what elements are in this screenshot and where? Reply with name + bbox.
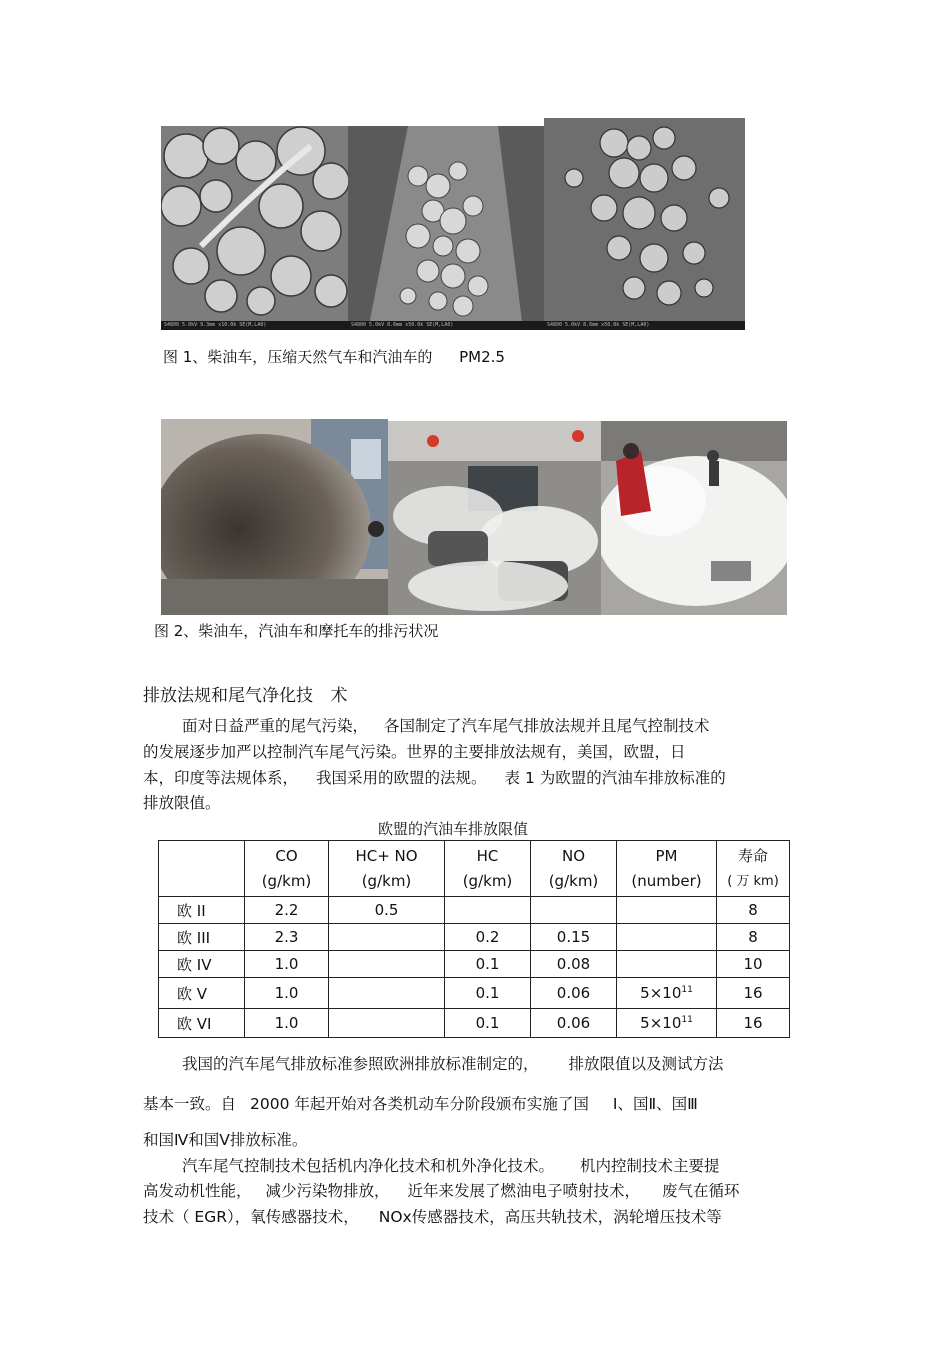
para3-line2-d: 废气在循环 bbox=[662, 1182, 740, 1200]
para1-line1 bbox=[182, 713, 710, 740]
diesel-particles-graphic bbox=[161, 126, 348, 330]
cng-sem-image bbox=[348, 126, 544, 330]
pm-base: 5×10 bbox=[640, 1014, 682, 1032]
cell-hcno: 0.5 bbox=[329, 897, 445, 924]
table-row bbox=[159, 951, 790, 978]
para3-line1 bbox=[182, 1153, 720, 1180]
para2-line3: 和国Ⅳ和国Ⅴ排放标准。 bbox=[143, 1131, 308, 1149]
cell-co: 1.0 bbox=[245, 978, 329, 1009]
section-heading-tail: 术 bbox=[330, 686, 348, 706]
para2-line2-c: Ⅰ、国Ⅱ、国Ⅲ bbox=[612, 1095, 698, 1113]
cell-life: 8 bbox=[717, 897, 790, 924]
figure2-caption: 图 2、柴油车，汽油车和摩托车的排污状况 bbox=[154, 622, 439, 640]
cng-particles-graphic bbox=[348, 126, 544, 330]
header-pm-top: PM bbox=[655, 846, 678, 865]
cell-life: 10 bbox=[717, 951, 790, 978]
header-no-unit: (g/km) bbox=[548, 871, 599, 890]
cell-pm bbox=[617, 978, 717, 1009]
row-label: 欧 IV bbox=[159, 951, 245, 978]
row-label: 欧 III bbox=[159, 924, 245, 951]
motorcycle-exhaust-graphic bbox=[601, 421, 787, 615]
header-no-top: NO bbox=[561, 846, 586, 865]
para1-line2: 的发展逐步加严以控制汽车尾气污染。世界的主要排放法规有，美国，欧盟，日 bbox=[143, 743, 686, 761]
emission-limits-table bbox=[158, 840, 790, 1038]
para3-line1-b: 机内控制技术主要提 bbox=[580, 1157, 720, 1175]
para3-line2 bbox=[143, 1178, 740, 1205]
cell-no: 0.06 bbox=[531, 1009, 617, 1038]
cell-life: 8 bbox=[717, 924, 790, 951]
header-hc bbox=[445, 841, 531, 897]
para3-line2-b: 减少污染物排放， bbox=[265, 1182, 390, 1200]
cell-pm bbox=[617, 1009, 717, 1038]
cell-no: 0.15 bbox=[531, 924, 617, 951]
cell-hcno bbox=[329, 978, 445, 1009]
row-label: 欧 VI bbox=[159, 1009, 245, 1038]
header-blank bbox=[159, 841, 245, 897]
cell-life: 16 bbox=[717, 1009, 790, 1038]
para3-line3-b: NOx传感器技术，高压共轨技术，涡轮增压技术等 bbox=[378, 1208, 722, 1226]
para3-line2-c: 近年来发展了燃油电子喷射技术， bbox=[407, 1182, 641, 1200]
header-hcno bbox=[329, 841, 445, 897]
cell-no: 0.06 bbox=[531, 978, 617, 1009]
cell-co: 2.3 bbox=[245, 924, 329, 951]
diesel-sem-image bbox=[161, 126, 348, 330]
para1-line3-b: 我国采用的欧盟的法规。 bbox=[316, 769, 487, 787]
pm-base: 5×10 bbox=[640, 984, 682, 1002]
table-row bbox=[159, 1009, 790, 1038]
gasoline-traffic-photo bbox=[388, 421, 601, 615]
header-life-top: 寿命 bbox=[737, 846, 768, 865]
para1-line3-a: 本，印度等法规体系， bbox=[143, 769, 299, 787]
sem-info-strip: S4800 5.0kV 8.6mm x50.0k SE(M,LA0) bbox=[348, 321, 544, 330]
header-hc-top: HC bbox=[476, 846, 499, 865]
gasoline-sem-image bbox=[544, 118, 745, 330]
para1-line3 bbox=[143, 765, 726, 792]
cell-hcno bbox=[329, 951, 445, 978]
row-label: 欧 V bbox=[159, 978, 245, 1009]
header-life bbox=[717, 841, 790, 897]
cell-co: 2.2 bbox=[245, 897, 329, 924]
para3-line2-a: 高发动机性能， bbox=[143, 1182, 252, 1200]
header-hc-unit: (g/km) bbox=[462, 871, 513, 890]
cell-no bbox=[531, 897, 617, 924]
cell-hc: 0.2 bbox=[445, 924, 531, 951]
table-row bbox=[159, 897, 790, 924]
cell-hcno bbox=[329, 924, 445, 951]
header-co-top: CO bbox=[275, 846, 298, 865]
table-row bbox=[159, 924, 790, 951]
header-pm-unit: (number) bbox=[631, 871, 702, 890]
para2-line1 bbox=[182, 1051, 724, 1078]
para2-line1-b: 排放限值以及测试方法 bbox=[568, 1055, 724, 1073]
para2-line2-a: 基本一致。自 bbox=[143, 1095, 237, 1113]
table-header-row bbox=[159, 841, 790, 897]
sem-info-strip: S4800 5.0kV 9.3mm x10.0k SE(M,LA0) bbox=[161, 321, 348, 330]
para1-line3-c: 表 1 为欧盟的汽油车排放标准的 bbox=[504, 769, 726, 787]
header-co bbox=[245, 841, 329, 897]
figure1-caption bbox=[163, 346, 505, 367]
row-label: 欧 II bbox=[159, 897, 245, 924]
cell-life: 16 bbox=[717, 978, 790, 1009]
para1-line1-b: 各国制定了汽车尾气排放法规并且尾气控制技术 bbox=[384, 717, 710, 735]
para3-line3-a: 技术（ EGR），氧传感器技术， bbox=[143, 1208, 359, 1226]
para1-line1-a: 面对日益严重的尾气污染， bbox=[182, 717, 369, 735]
cell-hc: 0.1 bbox=[445, 951, 531, 978]
cell-pm bbox=[617, 951, 717, 978]
section-heading-main: 排放法规和尾气净化技 bbox=[143, 686, 313, 706]
figure1-caption-text: 图 1、柴油车，压缩天然气车和汽油车的 bbox=[163, 348, 433, 366]
header-hcno-unit: (g/km) bbox=[361, 871, 412, 890]
para3-line1-a: 汽车尾气控制技术包括机内净化技术和机外净化技术。 bbox=[182, 1157, 555, 1175]
para2-line2 bbox=[143, 1091, 698, 1118]
cell-co: 1.0 bbox=[245, 1009, 329, 1038]
table-row bbox=[159, 978, 790, 1009]
diesel-truck-photo bbox=[161, 419, 388, 615]
header-life-unit: ( 万 km) bbox=[727, 873, 779, 889]
cell-pm bbox=[617, 924, 717, 951]
table-title: 欧盟的汽油车排放限值 bbox=[378, 820, 529, 838]
cell-hc: 0.1 bbox=[445, 1009, 531, 1038]
para3-line3 bbox=[143, 1204, 722, 1231]
cell-hc: 0.1 bbox=[445, 978, 531, 1009]
header-pm bbox=[617, 841, 717, 897]
header-hcno-top: HC+ NO bbox=[355, 846, 418, 865]
gasoline-exhaust-graphic bbox=[388, 421, 601, 615]
para2-line2-b: 2000 年起开始对各类机动车分阶段颁布实施了国 bbox=[250, 1095, 589, 1113]
cell-pm bbox=[617, 897, 717, 924]
header-no bbox=[531, 841, 617, 897]
cell-no: 0.08 bbox=[531, 951, 617, 978]
gasoline-particles-graphic bbox=[544, 118, 745, 330]
cell-co: 1.0 bbox=[245, 951, 329, 978]
section-heading bbox=[143, 681, 347, 706]
cell-hc bbox=[445, 897, 531, 924]
diesel-smoke-graphic bbox=[161, 419, 388, 615]
para1-line4: 排放限值。 bbox=[143, 794, 221, 812]
pm-exponent: 11 bbox=[681, 1015, 693, 1025]
pm-exponent: 11 bbox=[681, 985, 693, 995]
motorcycle-smoke-photo bbox=[601, 421, 787, 615]
header-co-unit: (g/km) bbox=[261, 871, 312, 890]
para2-line1-a: 我国的汽车尾气排放标准参照欧洲排放标准制定的， bbox=[182, 1055, 539, 1073]
cell-hcno bbox=[329, 1009, 445, 1038]
sem-info-strip: S4800 5.0kV 8.6mm x50.0k SE(M,LA0) bbox=[544, 321, 745, 330]
figure1-caption-pm: PM2.5 bbox=[459, 348, 505, 366]
